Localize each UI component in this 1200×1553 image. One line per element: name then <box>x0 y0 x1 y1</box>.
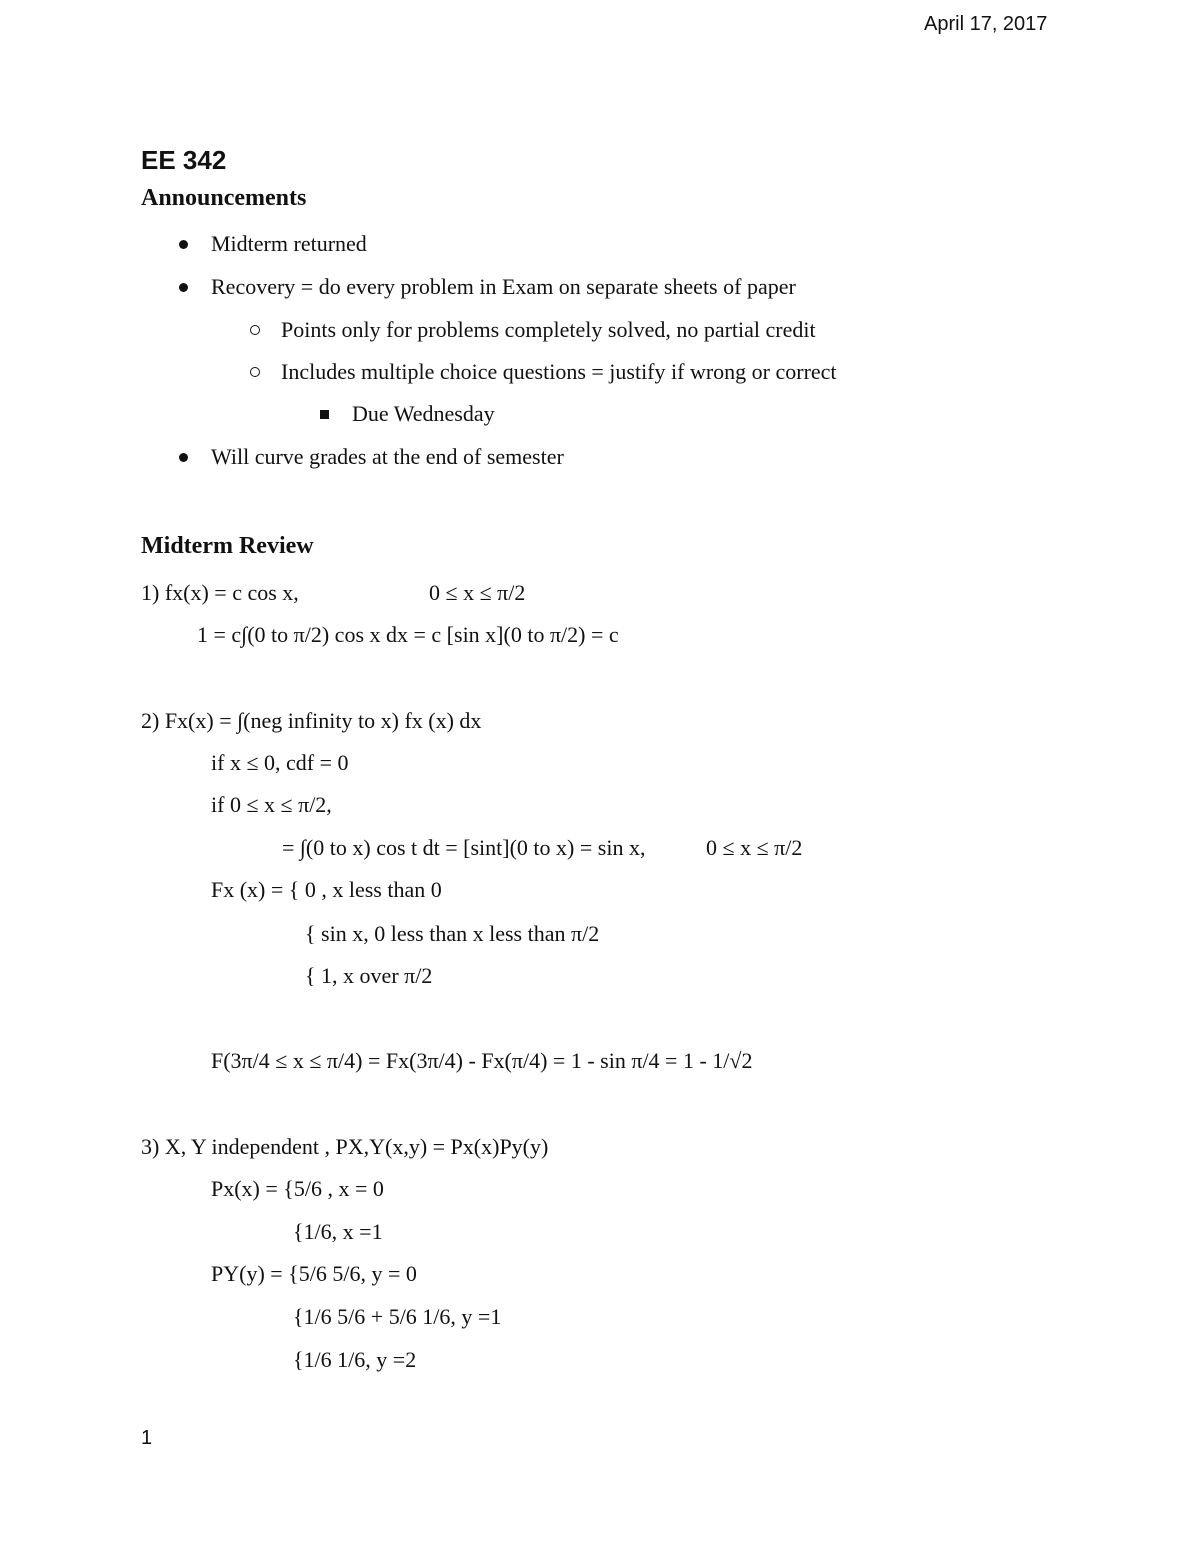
bullet-ring-icon <box>250 325 260 335</box>
list-item: Recovery = do every problem in Exam on separate sheets of paper <box>211 274 796 299</box>
problem-3-line: 3) X, Y independent , PX,Y(x,y) = Px(x)Py(y) <box>141 1134 549 1159</box>
problem-1-line: 1) fx(x) = c cos x, <box>141 580 299 605</box>
midterm-review-heading: Midterm Review <box>141 533 314 559</box>
problem-2-line: if x ≤ 0, cdf = 0 <box>211 750 349 775</box>
problem-3-line: Px(x) = {5/6 , x = 0 <box>211 1176 384 1201</box>
problem-2-line: 2) Fx(x) = ∫(neg infinity to x) fx (x) dx <box>141 708 482 733</box>
list-item: Will curve grades at the end of semester <box>211 444 564 469</box>
problem-3-line: {1/6, x =1 <box>293 1219 383 1244</box>
list-item: Due Wednesday <box>352 401 495 426</box>
problem-2-line: if 0 ≤ x ≤ π/2, <box>211 792 332 817</box>
list-item: Midterm returned <box>211 231 367 256</box>
bullet-square-icon <box>320 410 329 419</box>
course-title: EE 342 <box>141 145 227 175</box>
problem-2-range: 0 ≤ x ≤ π/2 <box>706 835 803 860</box>
problem-2-line: { 1, x over π/2 <box>305 963 433 988</box>
problem-2-line: Fx (x) = { 0 , x less than 0 <box>211 877 442 902</box>
bullet-dot-icon <box>179 453 188 462</box>
problem-1-line: 1 = c∫(0 to π/2) cos x dx = c [sin x](0 to π/2) = c <box>197 622 619 647</box>
problem-2-line: = ∫(0 to x) cos t dt = [sint](0 to x) = sin x, <box>282 835 646 860</box>
page-date: April 17, 2017 <box>924 13 1048 35</box>
list-item: Points only for problems completely solved, no partial credit <box>281 317 816 342</box>
problem-2-line: F(3π/4 ≤ x ≤ π/4) = Fx(3π/4) - Fx(π/4) = 1 - sin π/4 = 1 - 1/√2 <box>211 1048 753 1073</box>
problem-1-range: 0 ≤ x ≤ π/2 <box>429 580 526 605</box>
bullet-ring-icon <box>250 367 260 377</box>
problem-2-line: { sin x, 0 less than x less than π/2 <box>305 921 600 946</box>
problem-3-line: {1/6 1/6, y =2 <box>293 1347 417 1372</box>
problem-3-line: PY(y) = {5/6 5/6, y = 0 <box>211 1261 417 1286</box>
bullet-dot-icon <box>179 240 188 249</box>
announcements-heading: Announcements <box>141 185 307 211</box>
bullet-dot-icon <box>179 283 188 292</box>
problem-3-line: {1/6 5/6 + 5/6 1/6, y =1 <box>293 1304 502 1329</box>
list-item: Includes multiple choice questions = justify if wrong or correct <box>281 359 837 384</box>
page-number: 1 <box>141 1427 153 1449</box>
